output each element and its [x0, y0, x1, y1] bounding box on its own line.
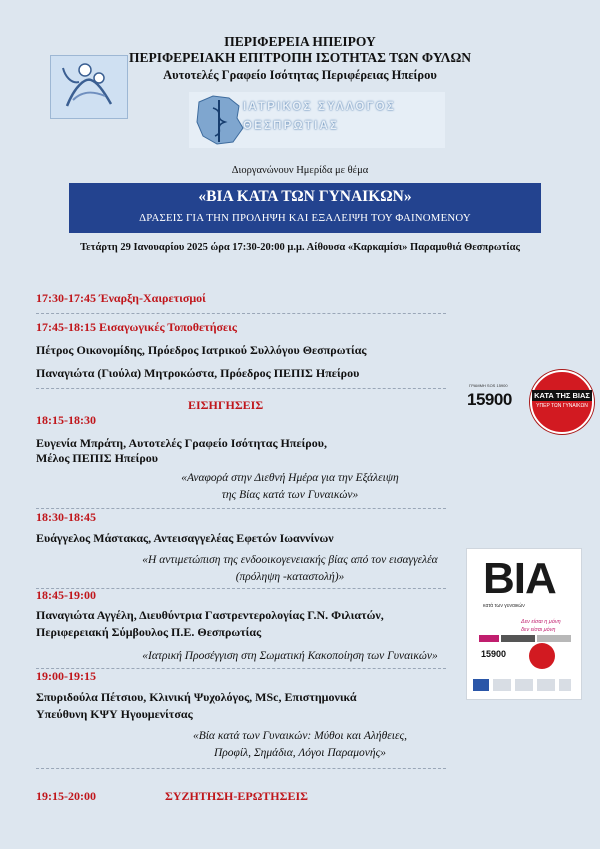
poster-sponsor-logos: [473, 679, 573, 691]
session-opening: 17:30-17:45 Έναρξη-Χαιρετισμοί: [36, 291, 206, 305]
talk1-time: 18:15-18:30: [36, 413, 96, 427]
talks-heading: ΕΙΣΗΓΗΣΕΙΣ: [188, 398, 264, 412]
helpline-caption: ΓΡΑΜΜΗ SOS 15900: [469, 383, 508, 388]
talk3-title: «Ιατρική Προσέγγιση στη Σωματική Κακοποίηση των Γυναικών»: [142, 650, 438, 662]
poster-slogan-2: δεν είσαι μόνη: [521, 627, 556, 633]
talk4-speaker-role: Υπεύθυνη ΚΨΥ Ηγουμενίτσας: [36, 707, 193, 721]
talk4-speaker: Σπυριδούλα Πέτσιου, Κλινική Ψυχολόγος, MSc, Επιστημονικά: [36, 690, 357, 704]
sponsor-logo: [537, 679, 555, 691]
organizer-text: Διοργανώνουν Ημερίδα με θέμα: [231, 165, 369, 176]
map-caduceus-icon: [189, 92, 249, 148]
talk2-title-line1: «Η αντιμετώπιση της ενδοοικογενειακής βίας από τον εισαγγελέα: [142, 554, 438, 566]
divider: [36, 588, 446, 589]
talk2-title-line2: (πρόληψη -καταστολή)»: [235, 571, 345, 583]
sponsor-logo: [493, 679, 511, 691]
bar: [479, 635, 499, 642]
talk2-speaker: Ευάγγελος Μάστακας, Αντεισαγγελέας Εφετών Ιωαννίνων: [36, 531, 334, 545]
helpline-badge: [464, 370, 592, 434]
header-region: ΠΕΡΙΦΕΡΕΙΑ ΗΠΕΙΡΟΥ: [224, 34, 376, 49]
sponsor-logo: [515, 679, 533, 691]
poster-color-bars: [479, 635, 571, 649]
talk4-time: 19:00-19:15: [36, 669, 96, 683]
divider: [36, 388, 446, 389]
talk3-speaker: Παναγιώτα Αγγέλη, Διευθύντρια Γαστρεντερολογίας Γ.Ν. Φιλιατών,: [36, 608, 384, 622]
bar: [501, 635, 535, 642]
talk1-title-line2: της Βίας κατά των Γυναικών»: [221, 489, 359, 501]
talk2-time: 18:30-18:45: [36, 510, 96, 524]
equality-logo-graphic: [51, 56, 127, 118]
against-violence-seal: [530, 370, 594, 434]
talk1-speaker-role: Μέλος ΠΕΠΙΣ Ηπείρου: [36, 451, 159, 465]
poster-subtitle: κατά των γυναικών: [483, 603, 525, 609]
eu-flag-icon: [473, 679, 489, 691]
header-office: Αυτοτελές Γραφείο Ισότητας Περιφέρειας Ηπείρου: [163, 68, 437, 82]
talk1-title-line1: «Αναφορά στην Διεθνή Ημέρα για την Εξάλειψη: [181, 472, 399, 484]
discussion-time: 19:15-20:00: [36, 789, 96, 803]
session-intro: 17:45-18:15 Εισαγωγικές Τοποθετήσεις: [36, 320, 237, 334]
banner-subtitle: ΔΡΑΣΕΙΣ ΓΙΑ ΤΗΝ ΠΡΟΛΗΨΗ ΚΑΙ ΕΞΑΛΕΙΨΗ ΤΟΥ ΦΑΙΝΟΜΕΝΟΥ: [139, 212, 471, 224]
intro-speaker-2: Παναγιώτα (Γιούλα) Μητροκώστα, Πρόεδρος ΠΕΠΙΣ Ηπείρου: [36, 366, 360, 380]
medical-association-logo: [189, 92, 445, 148]
divider: [36, 508, 446, 509]
talk4-title-line1: «Βία κατά των Γυναικών: Μύθοι και Αλήθειες,: [192, 730, 408, 742]
talk4-title-line2: Προφίλ, Σημάδια, Λόγοι Παραμονής»: [213, 747, 387, 759]
intro-speaker-1: Πέτρος Οικονομίδης, Πρόεδρος Ιατρικού Συλλόγου Θεσπρωτίας: [36, 343, 367, 357]
seal-text-1: ΚΑΤΑ ΤΗΣ ΒΙΑΣ: [532, 390, 592, 401]
discussion-label: ΣΥΖΗΤΗΣΗ-ΕΡΩΤΗΣΕΙΣ: [165, 789, 309, 803]
header-committee: ΠΕΡΙΦΕΡΕΙΑΚΗ ΕΠΙΤΡΟΠΗ ΙΣΟΤΗΤΑΣ ΤΩΝ ΦΥΛΩΝ: [128, 50, 472, 65]
talk3-speaker-role: Περιφερειακή Σύμβουλος Π.Ε. Θεσπρωτίας: [36, 625, 262, 639]
talk3-time: 18:45-19:00: [36, 588, 96, 602]
seal-text-2: ΥΠΕΡ ΤΩΝ ΓΥΝΑΙΚΩΝ: [536, 403, 588, 409]
divider: [36, 668, 446, 669]
divider: [36, 313, 446, 314]
medical-logo-line1: ΙΑΤΡΙΚΟΣ ΣΥΛΛΟΓΟΣ: [243, 101, 396, 113]
equality-logo: [50, 55, 128, 119]
bar: [537, 635, 571, 642]
poster-helpline-number: 15900: [481, 649, 507, 659]
title-banner: [69, 183, 541, 233]
poster-title: ΒΙΑ: [483, 554, 556, 603]
campaign-poster: [466, 548, 582, 700]
sponsor-logo: [559, 679, 571, 691]
poster-seal-icon: [529, 643, 555, 669]
event-details: Τετάρτη 29 Ιανουαρίου 2025 ώρα 17:30-20:00 μ.μ. Αίθουσα «Καρκαμίσι» Παραμυθιά Θεσπρωτίας: [80, 242, 520, 253]
divider: [36, 768, 446, 769]
poster-slogan-1: Δεν είσαι η μόνη: [521, 619, 561, 625]
medical-logo-line2: ΘΕΣΠΡΩΤΙΑΣ: [243, 120, 340, 132]
helpline-number: 15900: [467, 390, 512, 409]
banner-title: «ΒΙΑ ΚΑΤΑ ΤΩΝ ΓΥΝΑΙΚΩΝ»: [198, 188, 412, 205]
talk1-speaker: Ευγενία Μπράτη, Αυτοτελές Γραφείο Ισότητας Ηπείρου,: [36, 436, 327, 450]
